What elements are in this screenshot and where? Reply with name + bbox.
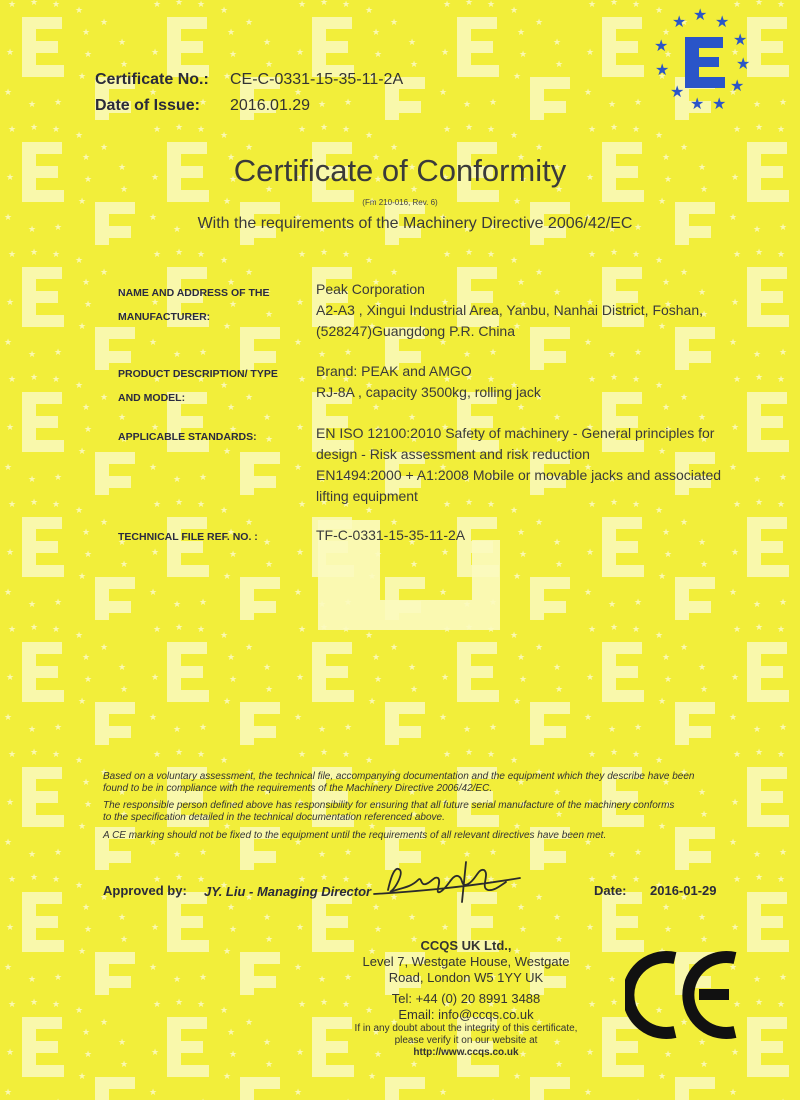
manufacturer-value	[316, 279, 703, 342]
certificate-number-value: CE-C-0331-15-35-11-2A	[230, 71, 404, 88]
issuer-note: If in any doubt about the integrity of this certificate,	[354, 1023, 578, 1034]
ccqs-logo-icon	[650, 5, 760, 115]
svg-text:★: ★	[655, 60, 670, 79]
standards-value-line: design - Risk assessment and risk reduction	[316, 446, 590, 462]
fine-print-line: The responsible person defined above has responsibility for ensuring that all future serial manufacture of the machinery conforms	[103, 800, 675, 811]
page-title: Certificate of Conformity	[233, 153, 567, 188]
manufacturer-value-line: (528247)Guangdong P.R. China	[316, 323, 516, 339]
svg-text:★: ★	[672, 12, 687, 31]
standards-value-line: lifting equipment	[316, 488, 418, 504]
product-value-line: RJ-8A , capacity 3500kg, rolling jack	[316, 384, 541, 400]
manufacturer-label-line: NAME AND ADDRESS OF THE	[118, 287, 270, 299]
manufacturer-label	[118, 281, 269, 329]
product-label-line: AND MODEL:	[118, 392, 186, 404]
product-label-line: PRODUCT DESCRIPTION/ TYPE	[118, 368, 278, 380]
manufacturer-value-line: Peak Corporation	[316, 281, 425, 297]
product-value-line: Brand: PEAK and AMGO	[316, 363, 472, 379]
approver-name: JY. Liu - Managing Director	[204, 884, 372, 899]
standards-value-line: EN ISO 12100:2010 Safety of machinery - General principles for	[316, 425, 715, 441]
svg-text:★: ★	[736, 54, 751, 73]
svg-text:★: ★	[670, 82, 685, 101]
manufacturer-label-line: MANUFACTURER:	[118, 311, 211, 323]
ce-mark-icon	[625, 950, 745, 1040]
svg-text:★: ★	[654, 36, 669, 55]
directive-subtitle: With the requirements of the Machinery Directive 2006/42/EC	[197, 215, 633, 232]
issuer-email: Email: info@ccqs.co.uk	[398, 1007, 534, 1022]
standards-label: APPLICABLE STANDARDS:	[118, 431, 257, 443]
svg-text:★: ★	[690, 94, 705, 113]
svg-text:★: ★	[715, 12, 730, 31]
date-of-issue-label: Date of Issue:	[95, 97, 200, 114]
signature-icon	[370, 858, 530, 906]
product-value	[316, 361, 541, 403]
issuer-website-link[interactable]: http://www.ccqs.co.uk	[413, 1047, 519, 1058]
technical-file-value: TF-C-0331-15-35-11-2A	[316, 527, 466, 543]
fine-print-line: Based on a voluntary assessment, the technical file, accompanying documentation and the equipment which they describe have been	[103, 771, 695, 782]
form-reference: (Fm 210-016, Rev. 6)	[362, 198, 438, 207]
fine-print-line: A CE marking should not be fixed to the equipment until the requirements of all relevant directives have been met.	[103, 830, 607, 841]
fine-print-line: to the specification detailed in the technical documentation referenced above.	[103, 812, 445, 823]
approval-date-label: Date:	[594, 883, 627, 898]
standards-value	[316, 423, 721, 507]
svg-text:★: ★	[693, 5, 708, 24]
svg-text:★: ★	[730, 76, 745, 95]
svg-text:★: ★	[712, 94, 727, 113]
issuer-address: Level 7, Westgate House, Westgate	[362, 954, 570, 969]
issuer-tel: Tel: +44 (0) 20 8991 3488	[391, 991, 541, 1006]
issuer-note: please verify it on our website at	[394, 1035, 538, 1046]
issuer-name: CCQS UK Ltd.,	[420, 938, 512, 953]
technical-file-label: TECHNICAL FILE REF. NO. :	[118, 531, 258, 543]
fine-print-line: found to be in compliance with the requirements of the Machinery Directive 2006/42/EC.	[103, 783, 493, 794]
approved-by-label: Approved by:	[103, 883, 187, 898]
issuer-address: Road, London W5 1YY UK	[388, 970, 544, 985]
certificate-number-label: Certificate No.:	[95, 71, 209, 88]
manufacturer-value-line: A2-A3 , Xingui Industrial Area, Yanbu, Nanhai District, Foshan,	[316, 302, 704, 318]
date-of-issue-value: 2016.01.29	[230, 97, 311, 114]
product-label	[118, 362, 278, 410]
approval-date-value: 2016-01-29	[650, 883, 717, 898]
issuer-block	[313, 938, 619, 1059]
svg-text:★: ★	[733, 30, 748, 49]
standards-value-line: EN1494:2000 + A1:2008 Mobile or movable jacks and associated	[316, 467, 722, 483]
